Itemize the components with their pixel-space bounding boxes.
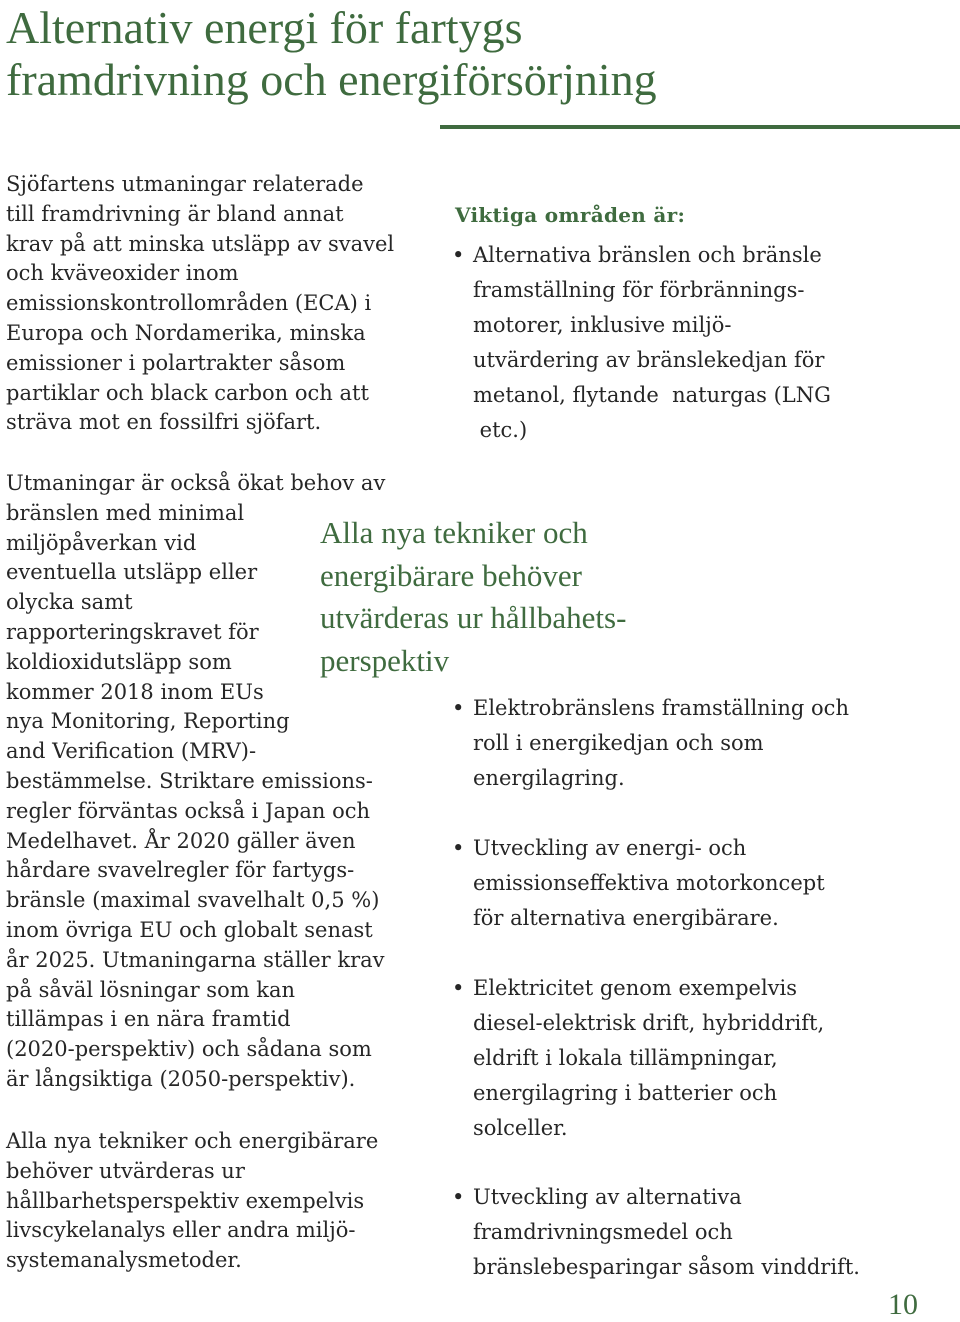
- sustainability-paragraph: [6, 1127, 416, 1276]
- intro-paragraph: [6, 170, 426, 438]
- bullet-marker: •: [452, 696, 465, 720]
- title-divider: [440, 125, 960, 129]
- bullet-item-text: Utveckling av alternativa framdrivningsmedel och bränslebesparingar såsom vinddrift.: [473, 1185, 860, 1279]
- bullet-marker: •: [452, 976, 465, 1000]
- bullet-marker: •: [452, 1185, 465, 1209]
- important-areas-heading: Viktiga områden är:: [455, 203, 686, 227]
- bullet-item-text: Alternativa bränslen och bränsle framställning för förbrännings- motorer, inklusive miljö- utvärdering av bränslekedjan för metanol, flytande naturgas (LNG etc.): [473, 243, 831, 442]
- page-title-line-2: framdrivning och energiförsörjning: [6, 54, 657, 105]
- bullet-item-text: Elektrobränslens framställning och roll i energikedjan och som energilagring.: [473, 696, 849, 790]
- intro-text: Sjöfartens utmaningar relaterade till framdrivning är bland annat krav på att minska utsläpp av svavel och kväveoxider inom emissionskontrollområden (ECA) i Europa och Nordamerika, minska emissioner i polartrakter såsom partiklar och black carbon och att sträva mot en fossilfri sjöfart.: [6, 172, 395, 435]
- bullet-marker: •: [452, 243, 465, 267]
- bullet-item-text: Utveckling av energi- och emissionseffektiva motorkoncept för alternativa energibärare.: [473, 836, 825, 930]
- page-title: [6, 2, 906, 106]
- pull-quote: Alla nya tekniker och energibärare behöver utvärderas ur hållbahets- perspektiv: [320, 515, 627, 678]
- page-title-line-1: Alternativ energi för fartygs: [6, 2, 523, 53]
- bullet-marker: •: [452, 836, 465, 860]
- challenges-text: Utmaningar är också ökat behov av bränslen med minimal miljöpåverkan vid eventuella utsläpp eller olycka samt rapporteringskravet för koldioxidutsläpp som kommer 2018 inom EUs nya Monitoring, Reporting and Verification (MRV)- bestämmelse. Striktare emissions- regler förväntas också i Japan och Medelhavet. År 2020 gäller även hårdare svavelregler för fartygs- bränsle (maximal svavelhalt 0,5 %) inom övriga EU och globalt senast år 2025. Utmaningarna ställer krav på såväl lösningar som kan tillämpas i en nära framtid (2020-perspektiv) och sådana som är långsiktiga (2050-perspektiv).: [6, 471, 386, 1091]
- bullet-item-text: Elektricitet genom exempelvis diesel-elektrisk drift, hybriddrift, eldrift i lokala tillämpningar, energilagring i batterier och solceller.: [473, 976, 825, 1140]
- page-number: 10: [888, 1288, 918, 1321]
- sustainability-text: Alla nya tekniker och energibärare behöver utvärderas ur hållbarhetsperspektiv exempelvis livscykelanalys eller andra miljö- systemanalysmetoder.: [6, 1129, 379, 1273]
